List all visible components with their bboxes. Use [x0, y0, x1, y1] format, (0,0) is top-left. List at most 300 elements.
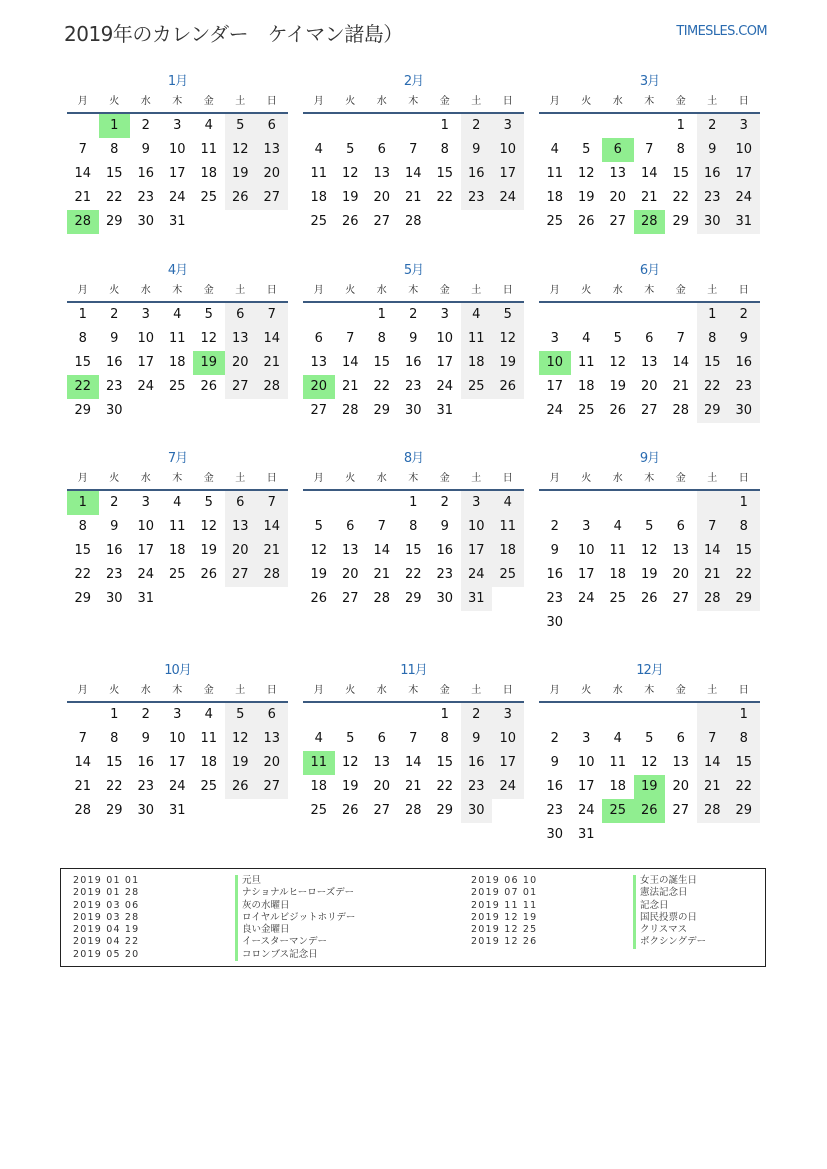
day-grid — [539, 491, 760, 635]
day-cell: 24 — [492, 775, 524, 799]
day-cell: 17 — [577, 567, 595, 582]
holiday-date: 2019 12 19 — [471, 911, 538, 923]
day-cell: 3 — [141, 307, 150, 322]
weekday-label: 土 — [471, 473, 482, 484]
day-grid — [303, 703, 524, 823]
day-cell: 13 — [341, 543, 359, 558]
holiday-row — [73, 875, 355, 887]
day-grid — [67, 491, 288, 611]
weekday-label: 土 — [235, 285, 246, 296]
day-cell: 9 — [461, 727, 493, 751]
day-cell: 19 — [640, 567, 658, 582]
weekday-label: 金 — [439, 285, 450, 296]
day-cell: 29 — [105, 803, 123, 818]
month-calendar — [303, 72, 524, 234]
day-cell: 3 — [492, 114, 524, 138]
holiday-date: 2019 11 11 — [471, 899, 538, 911]
weekday-header — [303, 682, 524, 703]
day-cell: 7 — [409, 142, 418, 157]
day-cell: 19 — [492, 351, 524, 375]
empty-cell — [539, 703, 571, 727]
day-cell: 24 — [137, 567, 155, 582]
empty-cell — [398, 703, 430, 727]
day-cell: 4 — [204, 118, 213, 133]
empty-cell — [398, 114, 430, 138]
day-cell: 15 — [436, 755, 454, 770]
weekday-label: 水 — [376, 473, 387, 484]
day-cell: 1 — [78, 307, 87, 322]
weekday-label: 木 — [408, 285, 419, 296]
day-cell: 30 — [546, 827, 564, 842]
holiday-date: 2019 01 28 — [73, 887, 140, 899]
day-cell: 9 — [141, 142, 150, 157]
day-cell: 4 — [173, 307, 182, 322]
day-cell: 2 — [728, 303, 760, 327]
weekday-label: 火 — [345, 285, 356, 296]
day-cell: 18 — [609, 779, 627, 794]
day-cell: 1 — [377, 307, 386, 322]
day-cell: 16 — [105, 543, 123, 558]
empty-cell — [366, 114, 398, 138]
day-cell: 24 — [461, 563, 493, 587]
day-cell: 21 — [256, 351, 288, 375]
holiday-day-cell: 19 — [634, 775, 666, 799]
day-cell: 4 — [314, 731, 323, 746]
day-cell: 21 — [74, 190, 92, 205]
day-cell: 22 — [672, 190, 690, 205]
day-cell: 11 — [492, 515, 524, 539]
empty-cell — [303, 491, 335, 515]
day-cell: 20 — [225, 351, 257, 375]
day-cell: 1 — [728, 703, 760, 727]
holiday-date: 2019 05 20 — [73, 948, 140, 960]
day-cell: 24 — [168, 190, 186, 205]
day-cell: 20 — [225, 539, 257, 563]
weekday-label: 土 — [707, 473, 718, 484]
day-cell: 9 — [461, 138, 493, 162]
weekday-label: 火 — [581, 473, 592, 484]
day-cell: 3 — [141, 495, 150, 510]
weekday-label: 火 — [581, 96, 592, 107]
day-cell: 1 — [676, 118, 685, 133]
day-cell: 19 — [341, 190, 359, 205]
day-cell: 18 — [609, 567, 627, 582]
month-calendar — [67, 661, 288, 823]
day-cell: 21 — [404, 190, 422, 205]
empty-cell — [335, 114, 367, 138]
day-cell: 23 — [546, 591, 564, 606]
day-cell: 14 — [697, 751, 729, 775]
day-cell: 7 — [256, 491, 288, 515]
month-calendar — [539, 72, 760, 234]
day-cell: 10 — [728, 138, 760, 162]
day-cell: 3 — [582, 731, 591, 746]
day-cell: 4 — [613, 519, 622, 534]
weekday-label: 日 — [266, 473, 277, 484]
day-cell: 17 — [546, 379, 564, 394]
holiday-day-cell: 20 — [303, 375, 335, 399]
day-cell: 16 — [546, 567, 564, 582]
day-cell: 16 — [137, 166, 155, 181]
day-cell: 18 — [577, 379, 595, 394]
weekday-label: 水 — [612, 685, 623, 696]
holiday-date: 2019 06 10 — [471, 875, 538, 886]
day-cell: 7 — [78, 731, 87, 746]
day-grid — [539, 703, 760, 847]
weekday-label: 木 — [172, 685, 183, 696]
day-cell: 11 — [200, 142, 218, 157]
day-cell: 5 — [582, 142, 591, 157]
day-cell: 8 — [676, 142, 685, 157]
day-cell: 3 — [173, 118, 182, 133]
holiday-name: 憲法記念日 — [633, 887, 688, 899]
day-cell: 17 — [577, 779, 595, 794]
day-cell: 3 — [173, 707, 182, 722]
day-cell: 10 — [436, 331, 454, 346]
day-cell: 16 — [404, 355, 422, 370]
day-cell: 18 — [492, 539, 524, 563]
day-cell: 21 — [74, 779, 92, 794]
day-cell: 24 — [137, 379, 155, 394]
day-cell: 22 — [436, 779, 454, 794]
holiday-row — [73, 900, 355, 912]
day-cell: 23 — [546, 803, 564, 818]
day-cell: 1 — [409, 495, 418, 510]
month-calendar — [67, 72, 288, 234]
day-cell: 6 — [256, 703, 288, 727]
weekday-label: 水 — [140, 685, 151, 696]
weekday-label: 木 — [644, 685, 655, 696]
day-cell: 30 — [137, 214, 155, 229]
holiday-day-cell: 26 — [634, 799, 666, 823]
day-cell: 28 — [672, 403, 690, 418]
holiday-name: ロイヤルビジットホリデー — [235, 912, 355, 924]
empty-cell — [571, 303, 603, 327]
day-cell: 27 — [256, 775, 288, 799]
month-name: 8月 — [403, 451, 424, 466]
day-cell: 22 — [436, 190, 454, 205]
weekday-header — [539, 282, 760, 303]
day-cell: 26 — [341, 214, 359, 229]
day-cell: 9 — [550, 755, 559, 770]
day-cell: 20 — [672, 779, 690, 794]
month-name: 4月 — [167, 263, 188, 278]
day-cell: 20 — [256, 751, 288, 775]
day-cell: 3 — [728, 114, 760, 138]
weekday-label: 木 — [172, 285, 183, 296]
day-cell: 1 — [697, 303, 729, 327]
day-cell: 13 — [672, 755, 690, 770]
day-cell: 29 — [436, 803, 454, 818]
day-cell: 12 — [225, 138, 257, 162]
holiday-name: ナショナルヒーローズデー — [235, 887, 354, 899]
day-cell: 26 — [225, 775, 257, 799]
day-cell: 4 — [461, 303, 493, 327]
day-cell: 16 — [461, 162, 493, 186]
day-grid — [539, 114, 760, 234]
empty-cell — [634, 114, 666, 138]
day-cell: 6 — [314, 331, 323, 346]
weekday-label: 火 — [109, 685, 120, 696]
month-name: 2月 — [403, 74, 424, 89]
day-cell: 5 — [492, 303, 524, 327]
day-cell: 8 — [409, 519, 418, 534]
weekday-header — [539, 470, 760, 491]
month-name: 1月 — [167, 74, 188, 89]
day-cell: 11 — [200, 731, 218, 746]
day-cell: 26 — [492, 375, 524, 399]
weekday-label: 月 — [313, 96, 324, 107]
weekday-label: 木 — [172, 96, 183, 107]
day-cell: 6 — [676, 519, 685, 534]
weekday-header — [303, 470, 524, 491]
day-cell: 19 — [200, 543, 218, 558]
day-cell: 16 — [697, 162, 729, 186]
day-cell: 6 — [377, 142, 386, 157]
empty-cell — [539, 303, 571, 327]
day-cell: 18 — [461, 351, 493, 375]
day-cell: 22 — [404, 567, 422, 582]
day-cell: 12 — [341, 755, 359, 770]
day-cell: 14 — [256, 327, 288, 351]
day-cell: 5 — [225, 114, 257, 138]
weekday-label: 月 — [549, 685, 560, 696]
empty-cell — [634, 491, 666, 515]
weekday-label: 水 — [612, 473, 623, 484]
day-cell: 7 — [697, 727, 729, 751]
day-cell: 11 — [310, 166, 328, 181]
day-cell: 25 — [310, 803, 328, 818]
day-cell: 31 — [168, 803, 186, 818]
day-cell: 9 — [110, 519, 119, 534]
weekday-label: 金 — [675, 685, 686, 696]
day-cell: 11 — [461, 327, 493, 351]
day-cell: 8 — [697, 327, 729, 351]
weekday-label: 月 — [77, 685, 88, 696]
day-cell: 29 — [728, 799, 760, 823]
day-grid — [303, 491, 524, 611]
day-cell: 8 — [78, 519, 87, 534]
day-cell: 29 — [105, 214, 123, 229]
day-cell: 26 — [225, 186, 257, 210]
day-cell: 25 — [577, 403, 595, 418]
day-cell: 14 — [697, 539, 729, 563]
day-cell: 23 — [461, 775, 493, 799]
day-cell: 27 — [373, 214, 391, 229]
empty-cell — [602, 114, 634, 138]
holiday-name: 良い金曜日 — [235, 924, 290, 936]
day-cell: 24 — [577, 803, 595, 818]
empty-cell — [602, 491, 634, 515]
empty-cell — [571, 703, 603, 727]
day-cell: 17 — [461, 539, 493, 563]
holiday-row — [73, 949, 355, 961]
day-cell: 11 — [168, 331, 186, 346]
weekday-label: 金 — [203, 473, 214, 484]
holiday-name: 女王の誕生日 — [633, 875, 697, 887]
day-cell: 14 — [74, 755, 92, 770]
day-cell: 13 — [373, 755, 391, 770]
holiday-day-cell: 6 — [602, 138, 634, 162]
empty-cell — [539, 114, 571, 138]
empty-cell — [303, 303, 335, 327]
empty-cell — [539, 491, 571, 515]
holiday-row — [73, 924, 355, 936]
day-cell: 9 — [550, 543, 559, 558]
day-cell: 21 — [697, 775, 729, 799]
month-name: 3月 — [639, 74, 660, 89]
day-cell: 31 — [461, 587, 493, 611]
day-cell: 30 — [546, 615, 564, 630]
weekday-header — [303, 282, 524, 303]
empty-cell — [571, 114, 603, 138]
day-cell: 21 — [640, 190, 658, 205]
weekday-label: 金 — [675, 473, 686, 484]
weekday-label: 火 — [345, 473, 356, 484]
weekday-label: 水 — [612, 285, 623, 296]
holiday-row — [471, 887, 706, 899]
weekday-label: 日 — [738, 285, 749, 296]
holiday-date: 2019 03 28 — [73, 911, 140, 923]
day-cell: 26 — [341, 803, 359, 818]
weekday-label: 土 — [471, 96, 482, 107]
day-cell: 11 — [168, 519, 186, 534]
day-cell: 24 — [546, 403, 564, 418]
day-cell: 17 — [436, 355, 454, 370]
day-cell: 9 — [697, 138, 729, 162]
day-cell: 5 — [613, 331, 622, 346]
day-cell: 18 — [200, 755, 218, 770]
day-cell: 5 — [645, 519, 654, 534]
day-cell: 18 — [168, 543, 186, 558]
weekday-header — [539, 93, 760, 114]
day-cell: 26 — [640, 591, 658, 606]
day-cell: 8 — [728, 727, 760, 751]
day-cell: 20 — [256, 162, 288, 186]
day-cell: 11 — [609, 755, 627, 770]
day-cell: 17 — [728, 162, 760, 186]
day-cell: 10 — [492, 727, 524, 751]
day-cell: 1 — [728, 491, 760, 515]
day-cell: 25 — [200, 190, 218, 205]
day-cell: 2 — [440, 495, 449, 510]
day-cell: 28 — [256, 563, 288, 587]
day-cell: 23 — [137, 779, 155, 794]
day-cell: 1 — [110, 707, 119, 722]
day-cell: 20 — [672, 567, 690, 582]
day-cell: 30 — [105, 403, 123, 418]
day-cell: 12 — [200, 331, 218, 346]
weekday-label: 日 — [502, 473, 513, 484]
holiday-name: イースターマンデー — [235, 936, 327, 948]
day-cell: 30 — [461, 799, 493, 823]
weekday-label: 木 — [172, 473, 183, 484]
weekday-label: 火 — [581, 685, 592, 696]
day-cell: 10 — [137, 519, 155, 534]
weekday-label: 日 — [738, 473, 749, 484]
weekday-label: 土 — [707, 285, 718, 296]
empty-cell — [366, 703, 398, 727]
weekday-header — [539, 682, 760, 703]
day-cell: 12 — [609, 355, 627, 370]
month-name: 10月 — [164, 663, 191, 678]
day-cell: 31 — [168, 214, 186, 229]
holiday-day-cell: 11 — [303, 751, 335, 775]
day-cell: 29 — [74, 591, 92, 606]
day-cell: 3 — [440, 307, 449, 322]
weekday-label: 火 — [581, 285, 592, 296]
day-cell: 15 — [373, 355, 391, 370]
day-cell: 18 — [310, 779, 328, 794]
day-cell: 7 — [697, 515, 729, 539]
holiday-day-cell: 1 — [99, 114, 131, 138]
holiday-name: コロンブス記念日 — [235, 949, 318, 961]
weekday-label: 金 — [439, 685, 450, 696]
day-cell: 4 — [173, 495, 182, 510]
day-cell: 11 — [609, 543, 627, 558]
day-cell: 22 — [697, 375, 729, 399]
day-cell: 14 — [672, 355, 690, 370]
day-cell: 10 — [492, 138, 524, 162]
weekday-label: 火 — [109, 473, 120, 484]
weekday-label: 金 — [203, 285, 214, 296]
day-cell: 25 — [310, 214, 328, 229]
day-cell: 23 — [728, 375, 760, 399]
day-cell: 7 — [256, 303, 288, 327]
holiday-date: 2019 12 25 — [471, 924, 538, 936]
day-cell: 30 — [697, 210, 729, 234]
day-cell: 13 — [310, 355, 328, 370]
holiday-date: 2019 04 22 — [73, 936, 140, 948]
month-name: 12月 — [636, 663, 663, 678]
day-cell: 7 — [78, 142, 87, 157]
day-cell: 23 — [404, 379, 422, 394]
day-grid — [539, 303, 760, 423]
day-cell: 14 — [640, 166, 658, 181]
weekday-label: 月 — [313, 285, 324, 296]
day-cell: 14 — [404, 166, 422, 181]
day-cell: 20 — [640, 379, 658, 394]
month-calendar — [539, 661, 760, 847]
weekday-label: 木 — [408, 96, 419, 107]
day-cell: 22 — [105, 779, 123, 794]
weekday-label: 日 — [738, 685, 749, 696]
day-cell: 6 — [346, 519, 355, 534]
day-cell: 23 — [105, 567, 123, 582]
day-cell: 5 — [346, 142, 355, 157]
holiday-date: 2019 07 01 — [471, 887, 538, 899]
day-cell: 7 — [645, 142, 654, 157]
day-cell: 31 — [137, 591, 155, 606]
day-cell: 26 — [577, 214, 595, 229]
day-cell: 2 — [697, 114, 729, 138]
day-cell: 25 — [492, 563, 524, 587]
day-cell: 8 — [110, 142, 119, 157]
month-calendar — [539, 449, 760, 635]
weekday-label: 土 — [235, 96, 246, 107]
weekday-label: 土 — [235, 473, 246, 484]
holiday-row — [73, 912, 355, 924]
holiday-row — [73, 887, 355, 899]
holiday-row — [471, 924, 706, 936]
day-cell: 30 — [137, 803, 155, 818]
empty-cell — [571, 491, 603, 515]
weekday-label: 土 — [471, 285, 482, 296]
holiday-day-cell: 22 — [67, 375, 99, 399]
month-name: 11月 — [400, 663, 427, 678]
day-cell: 30 — [728, 399, 760, 423]
day-cell: 17 — [492, 751, 524, 775]
